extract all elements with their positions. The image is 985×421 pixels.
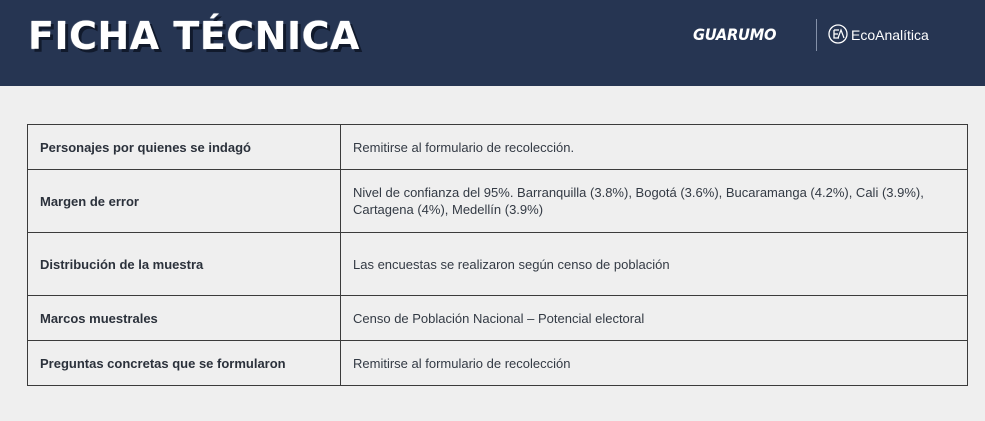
page-title: FICHA TÉCNICA	[28, 14, 360, 58]
row-label: Margen de error	[28, 170, 341, 233]
row-label: Personajes por quienes se indagó	[28, 125, 341, 170]
row-value: Nivel de confianza del 95%. Barranquilla (3.8%), Bogotá (3.6%), Bucaramanga (4.2%), Cali (3.9%), Cartagena (4%), Medellín (3.9%)	[341, 170, 968, 233]
logo-divider	[816, 19, 817, 51]
row-label: Marcos muestrales	[28, 296, 341, 341]
table-row	[28, 233, 968, 296]
table-row	[28, 341, 968, 386]
row-value: Remitirse al formulario de recolección.	[341, 125, 968, 170]
row-label: Distribución de la muestra	[28, 233, 341, 296]
ea-monogram-icon	[828, 24, 848, 44]
table-row	[28, 170, 968, 233]
guarumo-logo: GUARUMO	[693, 25, 777, 44]
table-row	[28, 125, 968, 170]
row-value: Las encuestas se realizaron según censo de población	[341, 233, 968, 296]
ecoanalitica-logo: EcoAnalítica	[851, 27, 929, 43]
table-row	[28, 296, 968, 341]
row-value: Censo de Población Nacional – Potencial electoral	[341, 296, 968, 341]
row-value: Remitirse al formulario de recolección	[341, 341, 968, 386]
header-banner	[0, 0, 985, 86]
technical-sheet-table	[27, 124, 968, 386]
row-label: Preguntas concretas que se formularon	[28, 341, 341, 386]
